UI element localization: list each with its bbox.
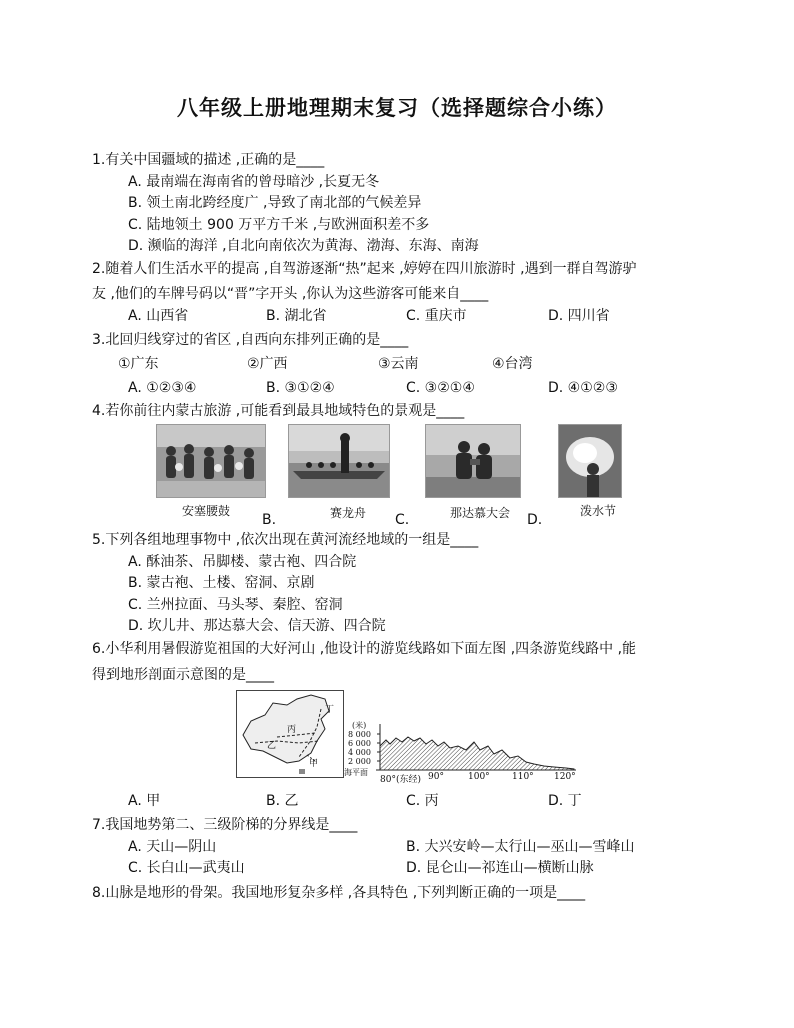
question-5-option-c: C. 兰州拉面、马头琴、秦腔、窑洞	[128, 597, 343, 613]
question-2-option-d: D. 四川省	[548, 308, 610, 324]
profile-ytick-6000: 6 000	[348, 739, 371, 748]
question-7-option-d: D. 昆仑山—祁连山—横断山脉	[406, 860, 594, 876]
map-label-ding: 丁	[325, 705, 335, 715]
question-7-option-b: B. 大兴安岭—太行山—巫山—雪峰山	[406, 839, 635, 855]
question-6-stem-line2: 得到地形剖面示意图的是____	[92, 667, 274, 683]
question-2-option-c: C. 重庆市	[406, 308, 467, 324]
terrain-profile-chart	[340, 720, 580, 784]
profile-xtick-110: 110°	[512, 772, 534, 782]
photo-naadam-fair	[425, 424, 521, 498]
china-route-map	[236, 690, 344, 778]
profile-ytick-2000: 2 000	[348, 757, 371, 766]
question-4-letter-b: B.	[262, 512, 277, 528]
page-title: 八年级上册地理期末复习（选择题综合小练）	[177, 95, 617, 120]
map-label-bing: 丙	[287, 725, 297, 735]
question-6-option-d: D. 丁	[548, 793, 582, 809]
question-2-option-b: B. 湖北省	[266, 308, 327, 324]
question-2-stem-line2: 友 ,他们的车牌号码以“晋”字开头 ,你认为这些游客可能来自____	[92, 286, 489, 302]
question-2-option-a: A. 山西省	[128, 308, 189, 324]
question-6-option-a: A. 甲	[128, 793, 161, 809]
question-5-option-b: B. 蒙古袍、土楼、窑洞、京剧	[128, 575, 315, 591]
question-6-option-c: C. 丙	[406, 793, 439, 809]
profile-xtick-120: 120°	[554, 772, 576, 782]
question-8-stem: 8.山脉是地形的骨架。我国地形复杂多样 ,各具特色 ,下列判断正确的一项是____	[92, 885, 586, 901]
question-6-option-b: B. 乙	[266, 793, 299, 809]
photo-dragon-boat-race	[288, 424, 390, 498]
question-3-option-a: A. ①②③④	[128, 380, 197, 396]
profile-sea-level: 海平面	[344, 768, 368, 777]
question-7-stem: 7.我国地势第二、三级阶梯的分界线是____	[92, 817, 358, 833]
question-1-stem: 1.有关中国疆域的描述 ,正确的是____	[92, 152, 325, 168]
caption-dragon-boat-race: 赛龙舟	[330, 506, 367, 520]
question-2-stem-line1: 2.随着人们生活水平的提高 ,自驾游逐渐“热”起来 ,婷婷在四川旅游时 ,遇到一群自驾游驴	[92, 261, 637, 277]
question-3-option-b: B. ③①②④	[266, 380, 335, 396]
profile-xtick-80: 80°(东经)	[380, 775, 421, 785]
caption-ansai-waist-drum: 安塞腰鼓	[182, 504, 231, 518]
profile-xtick-90: 90°	[428, 772, 444, 782]
photo-ansai-waist-drum	[156, 424, 266, 498]
question-3-option-d: D. ④①②③	[548, 380, 618, 396]
profile-ytick-4000: 4 000	[348, 748, 371, 757]
caption-naadam-fair: 那达慕大会	[450, 506, 511, 520]
profile-ytick-8000: 8 000	[348, 730, 371, 739]
question-4-stem: 4.若你前往内蒙古旅游 ,可能看到最具地域特色的景观是____	[92, 403, 465, 419]
question-5-option-a: A. 酥油茶、吊脚楼、蒙古袍、四合院	[128, 554, 357, 570]
question-3-item-4: ④台湾	[492, 356, 533, 372]
question-3-item-2: ②广西	[247, 356, 288, 372]
question-4-letter-c: C.	[395, 512, 410, 528]
question-3-item-1: ①广东	[118, 356, 159, 372]
profile-unit: (米)	[352, 721, 367, 730]
question-1-option-d: D. 濒临的海洋 ,自北向南依次为黄海、渤海、东海、南海	[128, 238, 479, 254]
question-7-option-a: A. 天山—阴山	[128, 839, 217, 855]
question-3-item-3: ③云南	[378, 356, 419, 372]
question-3-stem: 3.北回归线穿过的省区 ,自西向东排列正确的是____	[92, 332, 409, 348]
profile-xtick-100: 100°	[468, 772, 490, 782]
question-5-option-d: D. 坎儿井、那达慕大会、信天游、四合院	[128, 618, 386, 634]
caption-water-splashing-festival: 泼水节	[580, 504, 617, 518]
map-label-yi: 乙	[267, 741, 277, 751]
question-5-stem: 5.下列各组地理事物中 ,依次出现在黄河流经地域的一组是____	[92, 532, 479, 548]
question-1-option-c: C. 陆地领土 900 万平方千米 ,与欧洲面积差不多	[128, 217, 430, 233]
map-label-jia: 甲	[309, 759, 319, 769]
question-6-stem-line1: 6.小华利用暑假游览祖国的大好河山 ,他设计的游览线路如下面左图 ,四条游览线路中 ,能	[92, 641, 637, 657]
question-4-letter-d: D.	[527, 512, 543, 528]
photo-water-splashing-festival	[558, 424, 622, 498]
question-1-option-a: A. 最南端在海南省的曾母暗沙 ,长夏无冬	[128, 174, 380, 190]
question-7-option-c: C. 长白山—武夷山	[128, 860, 245, 876]
question-3-option-c: C. ③②①④	[406, 380, 475, 396]
question-1-option-b: B. 领土南北跨经度广 ,导致了南北部的气候差异	[128, 195, 422, 211]
